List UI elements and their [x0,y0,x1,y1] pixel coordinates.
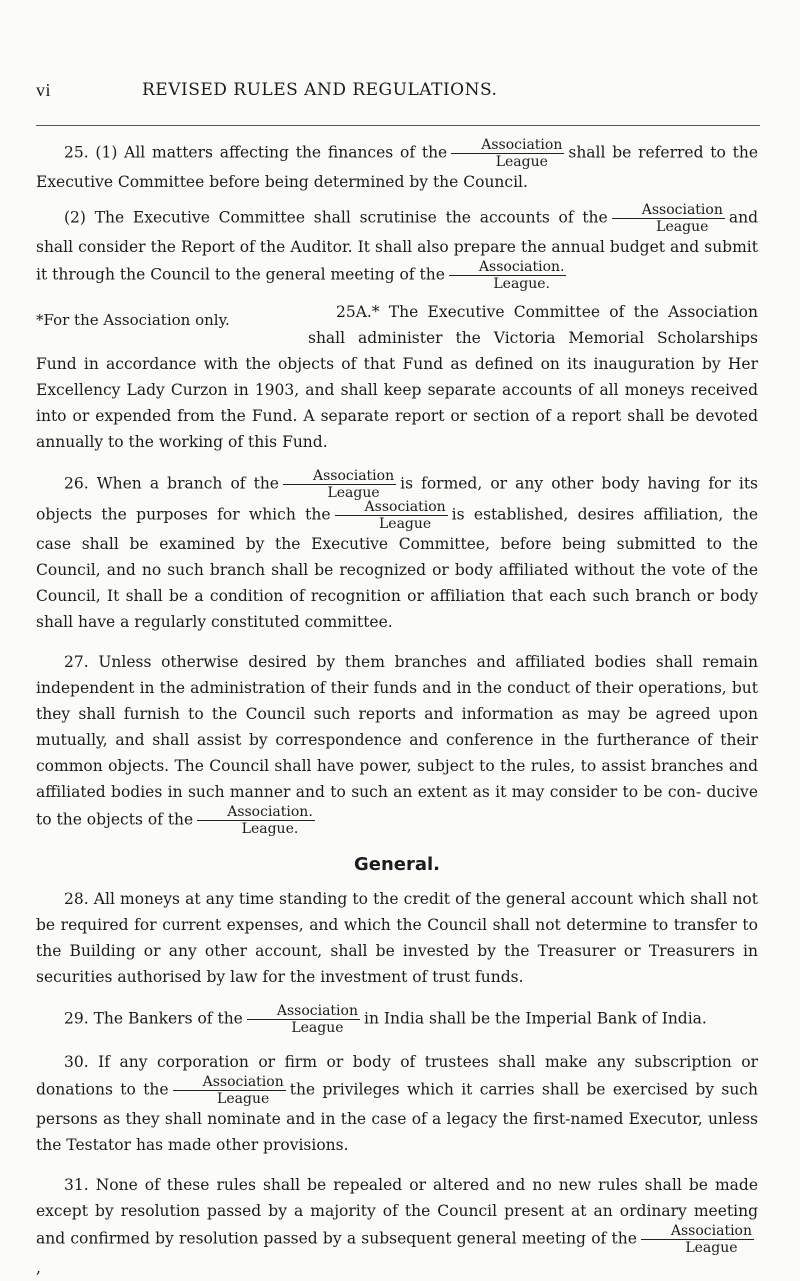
association-league-fraction: $\frac{\text{Association}}{\text{League}}$ [247,1004,360,1035]
header-title: REVISED RULES AND REGULATIONS. [142,80,498,100]
page-number: vi [36,80,52,100]
association-league-fraction: $\frac{\text{Association}}{\text{League}}$ [451,138,564,169]
rule-25-2: (2) The Executive Committee shall scrutinise the accounts of the $\frac{\text{Association}}{\text{League}}$ and shall consider the Report of the Auditor. It shall also prepare the annual budget and submit it through the Council to the general meeting of the $\frac{\text{Association.}}{\text{League.}}$ [36,202,758,292]
running-header [36,80,498,101]
header-rule [36,125,760,126]
rule-28: 28. All moneys at any time standing to the credit of the general account which shall not be required for current expenses, and which the Council shall not determine to transfer to the Building or any other account, shall be invested by the Treasurer or Treasurers in securities authorised by law for the investment of trust funds. [36,890,758,986]
rule-27: 27. Unless otherwise desired by them branches and affiliated bodies shall remain independent in the administration of their funds and in the conduct of their operations, but they shall furnish to the Council such reports and information as may be agreed upon mutually, and shall assist by correspondence and conference in the furtherance of their common objects. The Council shall have power, subject to the rules, to assist branches and affiliated bodies in such manner and to such an extent as it may consider to be con- ducive to the objects of the $\frac{\text{Association.}}{\text{League.}}$ [36,653,758,837]
association-league-fraction: $\frac{\text{Association.}}{\text{League.}}$ [197,805,315,836]
rule-26: 26. When a branch of the $\frac{\text{Association}}{\text{League}}$ is formed, or any other body having for its objects the purposes for which the $\frac{\text{Association}}{\text{League}}$ is established, desires affiliation, the case shall be examined by the Executive Committee, before being submitted to the Council, and no such branch shall be recognized or body affiliated without the vote of the Council, It shall be a condition of recognition or affiliation that each such branch or body shall have a regularly constituted committee. [36,468,759,631]
section-heading-general: General. [353,854,441,875]
association-league-fraction: $\frac{\text{Association}}{\text{League}}$ [641,1224,754,1255]
association-league-fraction: $\frac{\text{Association}}{\text{League}}$ [335,500,448,531]
association-league-fraction: $\frac{\text{Association}}{\text{League}}$ [283,469,396,500]
footnote-association-only: *For the Association only. [36,311,230,329]
rule-31: 31. None of these rules shall be repealed or altered and no new rules shall be made except by resolution passed by a majority of the Council present at an ordinary meeting and confirmed by resolution passed by a subsequent general meeting of the $\frac{\text{Association}}{\text{League}}$ , [36,1176,758,1277]
association-league-fraction: $\frac{\text{Association.}}{\text{League.}}$ [449,260,567,291]
document-body [36,138,758,1281]
rule-30: 30. If any corporation or firm or body of trustees shall make any subscription or donations to the $\frac{\text{Association}}{\text{League}}$ the privileges which it carries shall be exercised by such persons as they shall nominate and in the case of a legacy the first-named Executor, unless the Testator has made other provisions. [36,1053,758,1154]
rule-25-1: 25. (1) All matters affecting the finances of the $\frac{\text{Association}}{\text{League}}$ shall be referred to the Executive Committee before being determined by the Council. [36,137,758,191]
rule-29: 29. The Bankers of the $\frac{\text{Association}}{\text{League}}$ in India shall be the Imperial Bank of India. [64,1003,707,1036]
association-league-fraction: $\frac{\text{Association}}{\text{League}}$ [612,203,725,234]
association-league-fraction: $\frac{\text{Association}}{\text{League}}$ [173,1075,286,1106]
rule-25a: *For the Association only. 25A.* The Executive Committee of the Association shall administer the Victoria Memorial Scholarships Fund in accordance with the objects of that Fund as defined on its inauguration by Her Excellency Lady Curzon in 1903, and shall keep separate accounts of all moneys received into or expended from the Fund. A separate report or section of a report shall be devoted annually to the working of this Fund. [36,303,758,451]
